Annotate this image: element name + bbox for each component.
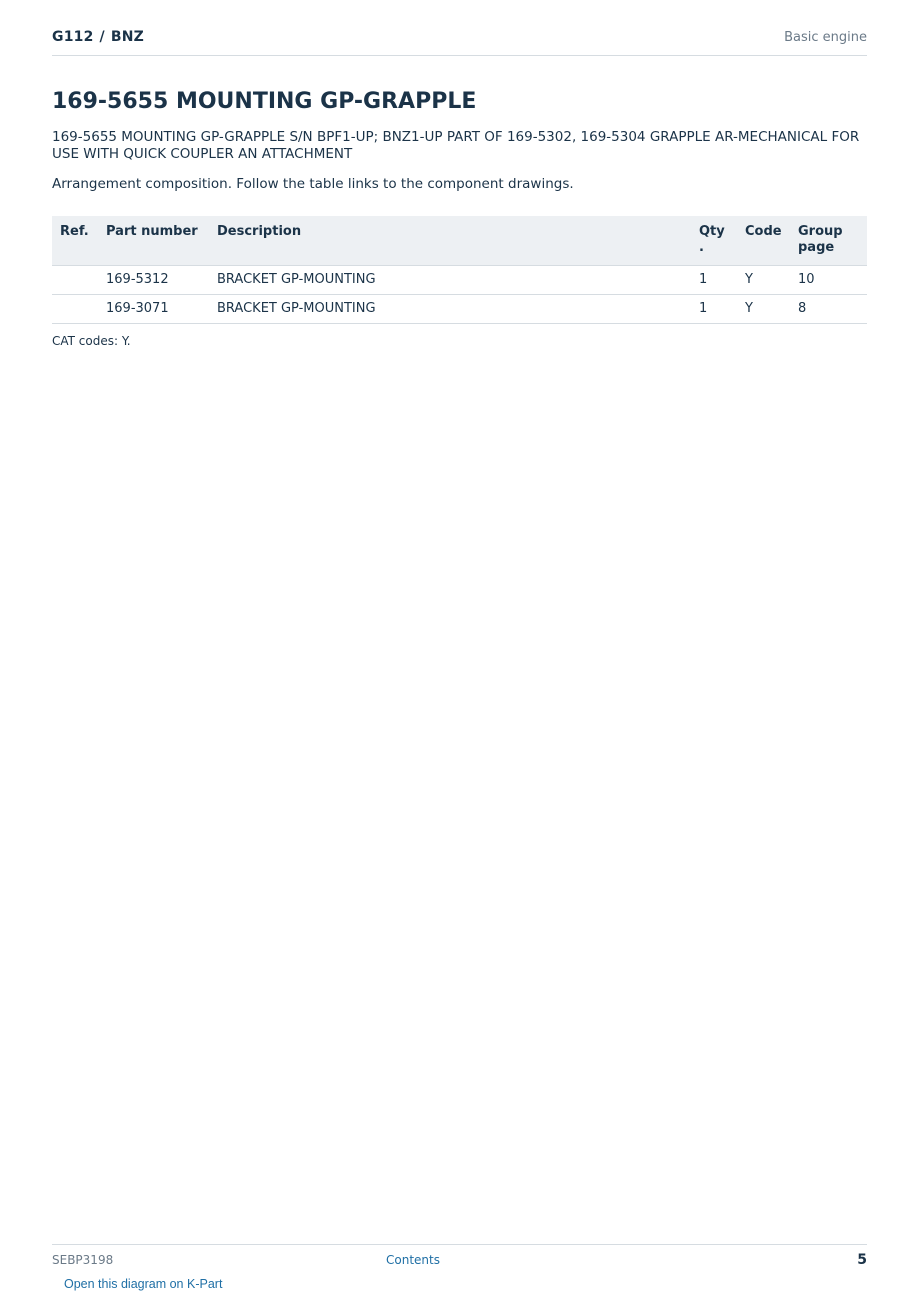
header-qty: Qty . bbox=[691, 216, 737, 266]
page-title: 169-5655 MOUNTING GP-GRAPPLE bbox=[52, 89, 477, 114]
table-body bbox=[52, 266, 867, 324]
cell-code: Y bbox=[737, 295, 790, 324]
header-ref: Ref. bbox=[52, 216, 98, 266]
cat-codes-note: CAT codes: Y. bbox=[52, 334, 131, 348]
cell-part-number-link[interactable]: 169-3071 bbox=[98, 295, 209, 324]
open-kpart-link[interactable]: Open this diagram on K-Part bbox=[64, 1277, 223, 1291]
header-description: Description bbox=[209, 216, 691, 266]
table-header-row bbox=[52, 216, 867, 266]
breadcrumb-separator: / bbox=[99, 29, 105, 45]
cell-description: BRACKET GP-MOUNTING bbox=[209, 266, 691, 295]
header-divider bbox=[52, 55, 867, 56]
contents-link[interactable]: Contents bbox=[386, 1253, 440, 1267]
cell-group-page-link[interactable]: 8 bbox=[790, 295, 867, 324]
breadcrumb bbox=[52, 29, 144, 45]
cell-qty: 1 bbox=[691, 266, 737, 295]
section-name: Basic engine bbox=[784, 30, 867, 45]
cell-qty: 1 bbox=[691, 295, 737, 324]
breadcrumb-model: G112 bbox=[52, 29, 94, 45]
cell-ref bbox=[52, 295, 98, 324]
document-id: SEBP3198 bbox=[52, 1253, 114, 1267]
header-part-number: Part number bbox=[98, 216, 209, 266]
cell-ref bbox=[52, 266, 98, 295]
cell-group-page-link[interactable]: 10 bbox=[790, 266, 867, 295]
cell-code: Y bbox=[737, 266, 790, 295]
intro-text: Arrangement composition. Follow the table links to the component drawings. bbox=[52, 176, 574, 192]
table-row bbox=[52, 295, 867, 324]
cell-part-number-link[interactable]: 169-5312 bbox=[98, 266, 209, 295]
header-code: Code bbox=[737, 216, 790, 266]
page-number: 5 bbox=[857, 1252, 867, 1268]
breadcrumb-prefix: BNZ bbox=[110, 29, 144, 45]
cell-description: BRACKET GP-MOUNTING bbox=[209, 295, 691, 324]
table-row bbox=[52, 266, 867, 295]
header-group-page: Group page bbox=[790, 216, 867, 266]
page-header bbox=[52, 29, 867, 45]
parts-table bbox=[52, 216, 867, 324]
arrangement-description: 169-5655 MOUNTING GP-GRAPPLE S/N BPF1-UP; BNZ1-UP PART OF 169-5302, 169-5304 GRAPPLE AR-MECHANICAL FOR USE WITH QUICK COUPLER AN ATTACHMENT bbox=[52, 129, 860, 162]
footer-divider bbox=[52, 1244, 867, 1245]
